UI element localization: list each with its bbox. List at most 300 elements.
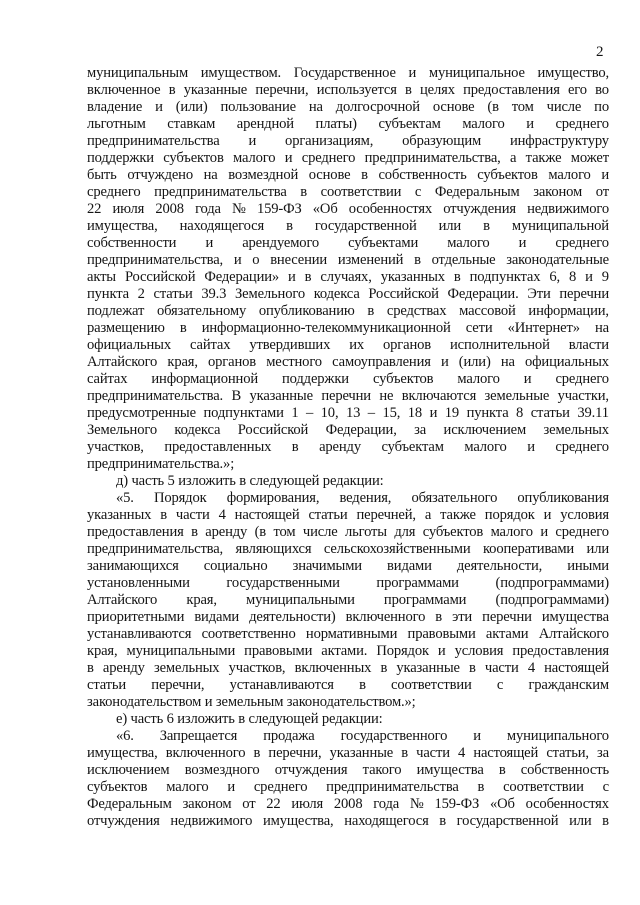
word: в bbox=[191, 524, 198, 540]
text-line bbox=[87, 575, 609, 592]
word: – bbox=[305, 405, 314, 421]
word: находящегося bbox=[179, 218, 265, 234]
word: такого bbox=[362, 762, 402, 778]
word: нормативными bbox=[305, 626, 398, 642]
word: средствах bbox=[386, 303, 447, 319]
word: деятельности, bbox=[456, 558, 543, 574]
word: малого bbox=[462, 116, 505, 132]
word: в bbox=[359, 677, 366, 693]
word: в bbox=[286, 218, 293, 234]
text-line bbox=[87, 422, 609, 439]
word: муниципального bbox=[506, 728, 609, 744]
word: в bbox=[87, 660, 94, 676]
word: льготным bbox=[87, 116, 146, 132]
word: значимыми bbox=[292, 558, 362, 574]
text-line bbox=[87, 82, 609, 99]
word: кодекса bbox=[313, 286, 360, 302]
word: статьи bbox=[308, 507, 348, 523]
word: формирования, bbox=[226, 490, 320, 506]
word: включенного bbox=[345, 609, 426, 625]
word: и bbox=[523, 371, 532, 387]
word: имущества, bbox=[262, 813, 334, 829]
word: актами bbox=[485, 626, 529, 642]
word: за bbox=[414, 422, 427, 438]
word: имущества, bbox=[87, 745, 158, 761]
word: в bbox=[361, 167, 368, 183]
word: предоставления bbox=[512, 643, 609, 659]
text-line bbox=[87, 490, 609, 507]
word: 8 bbox=[569, 269, 577, 285]
word: имущества bbox=[541, 609, 609, 625]
word: исключением bbox=[87, 762, 170, 778]
word: занимающихся bbox=[87, 558, 179, 574]
text-line bbox=[87, 456, 609, 473]
word: на bbox=[308, 99, 323, 115]
word: земельные bbox=[484, 388, 550, 404]
text-line bbox=[87, 337, 609, 354]
word: приоритетными bbox=[87, 609, 185, 625]
word: настоящей bbox=[234, 507, 300, 523]
word: пункта bbox=[466, 405, 509, 421]
word: обязательному bbox=[156, 303, 247, 319]
word: 4 bbox=[458, 745, 466, 761]
word: перечни bbox=[482, 609, 532, 625]
word: в bbox=[291, 439, 299, 455]
word: участки, bbox=[557, 388, 609, 404]
line-text: д) часть 5 изложить в следующей редакции: bbox=[116, 473, 384, 489]
word: среднего bbox=[253, 779, 308, 795]
word: года bbox=[195, 201, 221, 217]
word: муниципальной bbox=[511, 218, 609, 234]
word: июля bbox=[291, 796, 324, 812]
word: № bbox=[232, 201, 246, 217]
word: Федеральным bbox=[87, 796, 172, 812]
word: 22 bbox=[87, 201, 102, 217]
word: 2008 bbox=[333, 796, 363, 812]
word: перечни, bbox=[151, 677, 205, 693]
word: информации, bbox=[528, 303, 609, 319]
word: с bbox=[602, 779, 609, 795]
text-line bbox=[87, 286, 609, 303]
word: земельных bbox=[153, 660, 220, 676]
word: 18 bbox=[407, 405, 423, 421]
word: и bbox=[440, 354, 449, 370]
word: аренду bbox=[319, 439, 361, 455]
text-line bbox=[87, 388, 609, 405]
text-line bbox=[87, 694, 609, 711]
text-line bbox=[87, 133, 609, 150]
word: 4 bbox=[218, 507, 226, 523]
word: и bbox=[248, 133, 257, 149]
word: края, bbox=[87, 643, 118, 659]
word: поддержки bbox=[282, 371, 349, 387]
text-line bbox=[87, 626, 609, 643]
word: законом bbox=[182, 796, 232, 812]
word: 159-ФЗ bbox=[434, 796, 480, 812]
word: «Об bbox=[312, 201, 338, 217]
word: от bbox=[242, 796, 256, 812]
text-line bbox=[87, 643, 609, 660]
word: государственной bbox=[456, 813, 559, 829]
word: Федерации. bbox=[447, 286, 519, 302]
text-line bbox=[87, 184, 609, 201]
word: арендной bbox=[236, 116, 294, 132]
word: в bbox=[401, 745, 408, 761]
word: в bbox=[367, 303, 375, 319]
text-line bbox=[87, 779, 609, 796]
word: порядок bbox=[484, 507, 535, 523]
word: собственности bbox=[87, 235, 177, 251]
word: программами bbox=[376, 575, 459, 591]
word: муниципальным bbox=[87, 65, 189, 81]
word: с bbox=[414, 184, 422, 200]
word: пользование bbox=[220, 99, 296, 115]
word: аренду bbox=[102, 660, 145, 676]
text-line bbox=[87, 167, 609, 184]
word: муниципальными bbox=[126, 643, 236, 659]
word: собственность bbox=[520, 762, 609, 778]
word: малого bbox=[548, 167, 591, 183]
word: ставкам bbox=[167, 116, 216, 132]
word: местного bbox=[266, 354, 322, 370]
word: сайтах bbox=[87, 371, 128, 387]
word: имущества bbox=[416, 762, 484, 778]
text-line bbox=[87, 405, 609, 422]
word: (в bbox=[254, 524, 267, 540]
word: правовыми bbox=[407, 626, 476, 642]
text-line bbox=[87, 541, 609, 558]
word: 8 bbox=[516, 405, 524, 421]
word: предоставления bbox=[87, 524, 184, 540]
word: аренду bbox=[205, 524, 248, 540]
line-text: е) часть 6 изложить в следующей редакции: bbox=[116, 711, 383, 727]
line-text: законодательством и земельным законодательством.»; bbox=[87, 694, 416, 710]
word: сети bbox=[465, 320, 493, 336]
word: Земельного bbox=[235, 286, 305, 302]
word: малого bbox=[166, 779, 209, 795]
word: отчуждения bbox=[274, 762, 348, 778]
word: статьи bbox=[153, 286, 193, 302]
word: официальных bbox=[524, 354, 609, 370]
word: ведения, bbox=[339, 490, 392, 506]
word: указанные bbox=[329, 745, 394, 761]
word: предпринимательства. bbox=[87, 388, 224, 404]
word: указанные bbox=[249, 388, 313, 404]
word: утвердивших bbox=[249, 337, 331, 353]
word: в bbox=[477, 779, 485, 795]
word: предпринимательства bbox=[326, 779, 459, 795]
word: среднего bbox=[555, 235, 609, 251]
word: среднего bbox=[555, 524, 609, 540]
word: настоящей bbox=[473, 745, 539, 761]
word: иными bbox=[567, 558, 609, 574]
text-line bbox=[87, 116, 609, 133]
word: 22 bbox=[266, 796, 281, 812]
word: среднего bbox=[555, 116, 609, 132]
word: земельных bbox=[543, 422, 609, 438]
word: 6, bbox=[549, 269, 561, 285]
text-line bbox=[87, 677, 609, 694]
word: Российской bbox=[237, 422, 309, 438]
word: подпунктах bbox=[469, 269, 541, 285]
word: платы) bbox=[315, 116, 357, 132]
word: (подпрограммами) bbox=[495, 592, 609, 608]
word: на bbox=[594, 320, 609, 336]
word: возмездного bbox=[184, 762, 260, 778]
word: субъектам bbox=[378, 116, 441, 132]
text-line bbox=[87, 762, 609, 779]
word: с bbox=[496, 677, 504, 693]
word: 19 bbox=[444, 405, 460, 421]
word: информационной bbox=[151, 371, 258, 387]
word: и bbox=[227, 779, 236, 795]
word: малого bbox=[447, 235, 490, 251]
word: и bbox=[540, 524, 548, 540]
word: в bbox=[405, 82, 412, 98]
word: их bbox=[349, 337, 365, 353]
word: отчуждения bbox=[443, 201, 516, 217]
word: участков, bbox=[87, 439, 144, 455]
word: государственной bbox=[314, 218, 417, 234]
word: субъектов bbox=[372, 371, 434, 387]
word: и bbox=[518, 235, 527, 251]
word: или bbox=[586, 541, 609, 557]
word: перечни, bbox=[268, 745, 322, 761]
word: возмездной bbox=[228, 167, 299, 183]
word: в bbox=[160, 507, 167, 523]
word: арендуемого bbox=[242, 235, 320, 251]
word: кодекса bbox=[174, 422, 221, 438]
word: особенностях bbox=[348, 201, 433, 217]
word: и bbox=[408, 65, 417, 81]
word: исполнительной bbox=[450, 337, 550, 353]
word: «6. bbox=[116, 728, 134, 744]
word: среднего bbox=[555, 371, 609, 387]
page-number: 2 bbox=[596, 44, 604, 60]
word: муниципальными bbox=[246, 592, 355, 608]
text-line bbox=[87, 609, 609, 626]
word: предпринимательства, bbox=[364, 150, 501, 166]
word: внесении bbox=[270, 252, 328, 268]
word: в bbox=[304, 269, 312, 285]
word: а bbox=[424, 507, 432, 523]
word: эти bbox=[452, 609, 473, 625]
word: имуществом. bbox=[200, 65, 282, 81]
word: 2008 bbox=[155, 201, 184, 217]
word: указанные bbox=[396, 660, 460, 676]
word: Порядок bbox=[376, 643, 429, 659]
word: малого bbox=[233, 150, 276, 166]
word: отдельные bbox=[431, 252, 496, 268]
text-line bbox=[87, 218, 609, 235]
word: июля bbox=[112, 201, 145, 217]
word: года bbox=[373, 796, 400, 812]
word: перечней, bbox=[356, 507, 416, 523]
word: информационно-телекоммуникационной bbox=[201, 320, 451, 336]
word: официальных bbox=[87, 337, 171, 353]
word: и bbox=[155, 99, 163, 115]
word: среднего bbox=[555, 439, 609, 455]
word: инфраструктуру bbox=[509, 133, 609, 149]
word: в bbox=[300, 184, 308, 200]
word: Эти bbox=[527, 286, 551, 302]
word: кооперативами bbox=[482, 541, 575, 557]
word: части bbox=[175, 507, 210, 523]
word: субъектам bbox=[381, 439, 444, 455]
word: и bbox=[437, 643, 446, 659]
word: и bbox=[205, 235, 214, 251]
word: соответствии bbox=[391, 677, 472, 693]
word: и bbox=[526, 116, 534, 132]
word: пункта bbox=[87, 286, 129, 302]
word: субъектами bbox=[348, 235, 419, 251]
word: для bbox=[394, 524, 416, 540]
word: и bbox=[233, 252, 242, 268]
word: Государственное bbox=[293, 65, 396, 81]
word: может bbox=[570, 150, 609, 166]
word: в bbox=[498, 762, 506, 778]
word: устанавливаются bbox=[229, 677, 334, 693]
word: отчуждено bbox=[127, 167, 193, 183]
word: в bbox=[179, 320, 187, 336]
word: акты bbox=[87, 269, 116, 285]
word: Федеральным bbox=[434, 184, 520, 200]
word: (подпрограммами) bbox=[495, 575, 609, 591]
text-line bbox=[87, 150, 609, 167]
text-line bbox=[87, 354, 609, 371]
word: числе bbox=[302, 524, 338, 540]
word: и bbox=[527, 439, 535, 455]
word: Алтайского bbox=[87, 592, 158, 608]
word: недвижимого bbox=[527, 201, 609, 217]
word: (в bbox=[487, 99, 499, 115]
word: опубликованию bbox=[258, 303, 355, 319]
word: на bbox=[203, 167, 218, 183]
word: также bbox=[440, 507, 476, 523]
word: используется bbox=[316, 82, 397, 98]
word: находящегося bbox=[344, 813, 429, 829]
word: в bbox=[380, 660, 388, 676]
word: сайтах bbox=[189, 337, 231, 353]
word: включенное bbox=[87, 82, 161, 98]
text-line bbox=[87, 303, 609, 320]
text-line bbox=[87, 371, 609, 388]
word: долгосрочной bbox=[335, 99, 420, 115]
word: исключением bbox=[443, 422, 527, 438]
word: Алтайского bbox=[87, 354, 158, 370]
word: обязательного bbox=[411, 490, 498, 506]
word: правовыми bbox=[244, 643, 313, 659]
word: организациям, bbox=[285, 133, 374, 149]
word: актами. bbox=[321, 643, 368, 659]
word: малого bbox=[457, 371, 500, 387]
word: Земельного bbox=[87, 422, 157, 438]
word: – bbox=[367, 405, 375, 421]
word: являющихся bbox=[235, 541, 312, 557]
word: продажа bbox=[263, 728, 315, 744]
word: Российской bbox=[124, 269, 196, 285]
word: Российской bbox=[368, 286, 439, 302]
text-line bbox=[87, 65, 609, 82]
word: указанных bbox=[87, 507, 152, 523]
word: также bbox=[525, 150, 562, 166]
word: и bbox=[284, 150, 293, 166]
word: субъектов bbox=[422, 524, 484, 540]
word: отчуждения bbox=[87, 813, 160, 829]
word: 4 bbox=[527, 660, 535, 676]
word: предпринимательства bbox=[87, 133, 220, 149]
word: муниципальное bbox=[428, 65, 525, 81]
word: том bbox=[273, 524, 296, 540]
word: части bbox=[416, 745, 450, 761]
text-line bbox=[87, 796, 609, 813]
word: недвижимого bbox=[170, 813, 253, 829]
word: в bbox=[468, 660, 476, 676]
word: включаются bbox=[401, 388, 477, 404]
word: Порядок bbox=[153, 490, 207, 506]
word: законодательные bbox=[506, 252, 609, 268]
word: собственность bbox=[378, 167, 467, 183]
word: случаях, bbox=[320, 269, 372, 285]
word: сельскохозяйственными bbox=[323, 541, 471, 557]
word: законом bbox=[533, 184, 583, 200]
word: в bbox=[253, 745, 261, 761]
word: Алтайского bbox=[538, 626, 609, 642]
word: статьи, bbox=[546, 745, 589, 761]
word: основе bbox=[432, 99, 475, 115]
body-text bbox=[87, 65, 609, 830]
word: края, bbox=[186, 592, 217, 608]
word: гражданским bbox=[528, 677, 609, 693]
word: указанных bbox=[380, 269, 445, 285]
word: основе bbox=[308, 167, 351, 183]
word: имущества, bbox=[87, 218, 158, 234]
word: соответствии bbox=[320, 184, 402, 200]
word: государственными bbox=[226, 575, 340, 591]
word: условия bbox=[454, 643, 504, 659]
word: во bbox=[595, 82, 609, 98]
word: перечни, bbox=[255, 82, 309, 98]
word: В bbox=[231, 388, 242, 404]
word: малого bbox=[464, 439, 507, 455]
word: установленными bbox=[87, 575, 190, 591]
word: условия bbox=[560, 507, 609, 523]
word: предусмотренные bbox=[87, 405, 196, 421]
text-line bbox=[87, 507, 609, 524]
text-line bbox=[87, 473, 609, 490]
word: власти bbox=[568, 337, 609, 353]
word: № bbox=[409, 796, 424, 812]
word: быть bbox=[87, 167, 117, 183]
word: перечни bbox=[321, 388, 371, 404]
text-line bbox=[87, 320, 609, 337]
word: и bbox=[473, 728, 481, 744]
word: видами bbox=[194, 609, 240, 625]
word: и bbox=[543, 507, 552, 523]
word: льготы bbox=[344, 524, 387, 540]
word: за bbox=[597, 745, 609, 761]
word: самоуправления bbox=[332, 354, 431, 370]
word: 1 bbox=[291, 405, 299, 421]
word: государственного bbox=[340, 728, 448, 744]
text-line bbox=[87, 235, 609, 252]
word: особенностях bbox=[525, 796, 609, 812]
word: участков, bbox=[228, 660, 286, 676]
word: и bbox=[288, 269, 296, 285]
word: (или) bbox=[458, 354, 491, 370]
text-line bbox=[87, 524, 609, 541]
word: предоставления bbox=[463, 82, 560, 98]
